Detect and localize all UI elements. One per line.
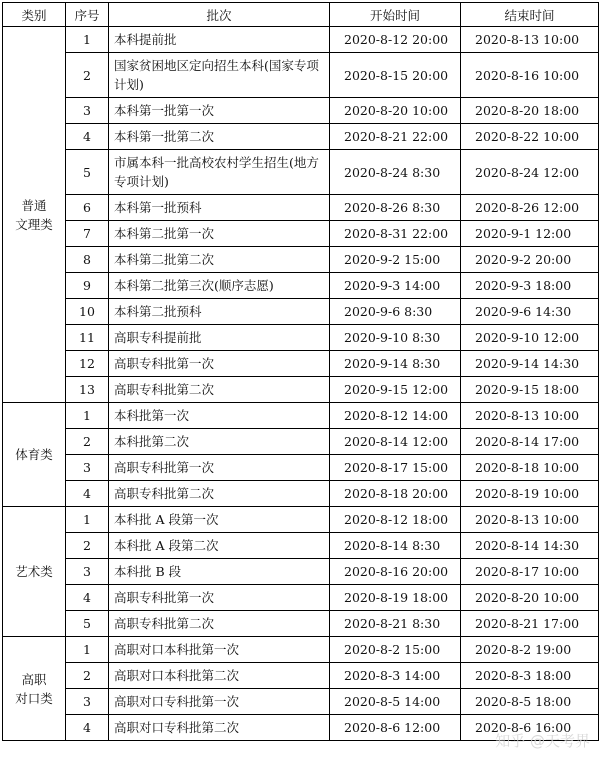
table-row	[3, 611, 599, 637]
end-time-cell: 2020-9-6 14:30	[461, 299, 599, 325]
start-time-cell: 2020-9-15 12:00	[330, 377, 461, 403]
batch-cell: 高职对口专科批第一次	[109, 689, 330, 715]
number-cell: 3	[66, 559, 109, 585]
number-cell: 1	[66, 637, 109, 663]
start-time-cell: 2020-8-17 15:00	[330, 455, 461, 481]
end-time-cell: 2020-8-14 14:30	[461, 533, 599, 559]
number-cell: 9	[66, 273, 109, 299]
end-time-cell: 2020-8-14 17:00	[461, 429, 599, 455]
number-cell: 4	[66, 481, 109, 507]
batch-cell: 高职专科批第一次	[109, 455, 330, 481]
table-row	[3, 377, 599, 403]
number-cell: 4	[66, 715, 109, 741]
end-time-cell: 2020-8-13 10:00	[461, 27, 599, 53]
number-cell: 8	[66, 247, 109, 273]
end-time-cell: 2020-9-3 18:00	[461, 273, 599, 299]
end-time-cell: 2020-8-5 18:00	[461, 689, 599, 715]
start-time-cell: 2020-8-5 14:00	[330, 689, 461, 715]
number-cell: 1	[66, 403, 109, 429]
header-category: 类别	[3, 3, 66, 27]
batch-cell: 高职专科提前批	[109, 325, 330, 351]
end-time-cell: 2020-8-13 10:00	[461, 403, 599, 429]
batch-cell: 本科批第二次	[109, 429, 330, 455]
number-cell: 12	[66, 351, 109, 377]
end-time-cell: 2020-9-15 18:00	[461, 377, 599, 403]
header-number: 序号	[66, 3, 109, 27]
batch-cell: 本科第二批第二次	[109, 247, 330, 273]
batch-cell: 本科提前批	[109, 27, 330, 53]
end-time-cell: 2020-9-10 12:00	[461, 325, 599, 351]
number-cell: 2	[66, 429, 109, 455]
watermark: 知乎 @天考界	[495, 732, 590, 750]
end-time-cell: 2020-8-13 10:00	[461, 507, 599, 533]
table-row	[3, 637, 599, 663]
batch-cell: 高职对口本科批第二次	[109, 663, 330, 689]
start-time-cell: 2020-9-2 15:00	[330, 247, 461, 273]
end-time-cell: 2020-8-19 10:00	[461, 481, 599, 507]
start-time-cell: 2020-9-3 14:00	[330, 273, 461, 299]
table-row	[3, 715, 599, 741]
table-body	[3, 27, 599, 741]
header-start-time: 开始时间	[330, 3, 461, 27]
end-time-cell: 2020-8-20 18:00	[461, 98, 599, 124]
start-time-cell: 2020-8-19 18:00	[330, 585, 461, 611]
table-row	[3, 429, 599, 455]
number-cell: 1	[66, 27, 109, 53]
table-row	[3, 195, 599, 221]
category-cell: 体育类	[3, 403, 66, 507]
start-time-cell: 2020-9-14 8:30	[330, 351, 461, 377]
category-cell: 普通 文理类	[3, 27, 66, 403]
batch-cell: 国家贫困地区定向招生本科(国家专项计划)	[109, 53, 330, 98]
batch-cell: 本科批第一次	[109, 403, 330, 429]
number-cell: 6	[66, 195, 109, 221]
end-time-cell: 2020-8-3 18:00	[461, 663, 599, 689]
start-time-cell: 2020-8-3 14:00	[330, 663, 461, 689]
table-row	[3, 53, 599, 98]
table-row	[3, 585, 599, 611]
category-cell: 高职 对口类	[3, 637, 66, 741]
schedule-table	[2, 2, 599, 741]
number-cell: 10	[66, 299, 109, 325]
table-row	[3, 689, 599, 715]
table-row	[3, 98, 599, 124]
number-cell: 3	[66, 455, 109, 481]
batch-cell: 本科第二批第三次(顺序志愿)	[109, 273, 330, 299]
end-time-cell: 2020-8-2 19:00	[461, 637, 599, 663]
batch-cell: 本科批 B 段	[109, 559, 330, 585]
start-time-cell: 2020-8-14 12:00	[330, 429, 461, 455]
header-batch: 批次	[109, 3, 330, 27]
number-cell: 1	[66, 507, 109, 533]
end-time-cell: 2020-8-17 10:00	[461, 559, 599, 585]
batch-cell: 本科批 A 段第二次	[109, 533, 330, 559]
start-time-cell: 2020-9-10 8:30	[330, 325, 461, 351]
batch-cell: 本科第一批第一次	[109, 98, 330, 124]
number-cell: 2	[66, 663, 109, 689]
start-time-cell: 2020-8-12 18:00	[330, 507, 461, 533]
table-row	[3, 403, 599, 429]
end-time-cell: 2020-8-20 10:00	[461, 585, 599, 611]
start-time-cell: 2020-8-16 20:00	[330, 559, 461, 585]
end-time-cell: 2020-8-16 10:00	[461, 53, 599, 98]
table-row	[3, 273, 599, 299]
table-row	[3, 351, 599, 377]
start-time-cell: 2020-8-14 8:30	[330, 533, 461, 559]
end-time-cell: 2020-8-26 12:00	[461, 195, 599, 221]
table-row	[3, 559, 599, 585]
table-row	[3, 481, 599, 507]
batch-cell: 高职专科批第二次	[109, 611, 330, 637]
start-time-cell: 2020-8-24 8:30	[330, 150, 461, 195]
start-time-cell: 2020-8-26 8:30	[330, 195, 461, 221]
number-cell: 3	[66, 98, 109, 124]
batch-cell: 高职对口专科批第二次	[109, 715, 330, 741]
table-row	[3, 507, 599, 533]
end-time-cell: 2020-8-18 10:00	[461, 455, 599, 481]
end-time-cell: 2020-9-1 12:00	[461, 221, 599, 247]
batch-cell: 市属本科一批高校农村学生招生(地方专项计划)	[109, 150, 330, 195]
end-time-cell: 2020-8-6 16:00	[461, 715, 599, 741]
batch-cell: 高职专科批第二次	[109, 481, 330, 507]
category-cell: 艺术类	[3, 507, 66, 637]
table-row	[3, 221, 599, 247]
batch-cell: 本科第二批第一次	[109, 221, 330, 247]
batch-cell: 本科第一批第二次	[109, 124, 330, 150]
header-end-time: 结束时间	[461, 3, 599, 27]
table-row	[3, 247, 599, 273]
number-cell: 11	[66, 325, 109, 351]
batch-cell: 高职对口本科批第一次	[109, 637, 330, 663]
end-time-cell: 2020-8-21 17:00	[461, 611, 599, 637]
table-row	[3, 124, 599, 150]
end-time-cell: 2020-9-14 14:30	[461, 351, 599, 377]
number-cell: 5	[66, 611, 109, 637]
number-cell: 4	[66, 585, 109, 611]
number-cell: 5	[66, 150, 109, 195]
end-time-cell: 2020-9-2 20:00	[461, 247, 599, 273]
number-cell: 4	[66, 124, 109, 150]
start-time-cell: 2020-8-12 20:00	[330, 27, 461, 53]
end-time-cell: 2020-8-24 12:00	[461, 150, 599, 195]
batch-cell: 本科第二批预科	[109, 299, 330, 325]
number-cell: 2	[66, 53, 109, 98]
number-cell: 7	[66, 221, 109, 247]
table-row	[3, 455, 599, 481]
number-cell: 13	[66, 377, 109, 403]
start-time-cell: 2020-8-31 22:00	[330, 221, 461, 247]
number-cell: 2	[66, 533, 109, 559]
batch-cell: 高职专科批第一次	[109, 585, 330, 611]
batch-cell: 本科第一批预科	[109, 195, 330, 221]
start-time-cell: 2020-8-12 14:00	[330, 403, 461, 429]
start-time-cell: 2020-8-20 10:00	[330, 98, 461, 124]
start-time-cell: 2020-8-15 20:00	[330, 53, 461, 98]
table-row	[3, 533, 599, 559]
start-time-cell: 2020-8-21 22:00	[330, 124, 461, 150]
header-row	[3, 3, 599, 27]
batch-cell: 高职专科批第一次	[109, 351, 330, 377]
batch-cell: 高职专科批第二次	[109, 377, 330, 403]
table-row	[3, 325, 599, 351]
start-time-cell: 2020-8-21 8:30	[330, 611, 461, 637]
number-cell: 3	[66, 689, 109, 715]
start-time-cell: 2020-8-6 12:00	[330, 715, 461, 741]
start-time-cell: 2020-8-2 15:00	[330, 637, 461, 663]
table-row	[3, 150, 599, 195]
table-row	[3, 299, 599, 325]
batch-cell: 本科批 A 段第一次	[109, 507, 330, 533]
start-time-cell: 2020-8-18 20:00	[330, 481, 461, 507]
table-row	[3, 27, 599, 53]
end-time-cell: 2020-8-22 10:00	[461, 124, 599, 150]
start-time-cell: 2020-9-6 8:30	[330, 299, 461, 325]
table-row	[3, 663, 599, 689]
